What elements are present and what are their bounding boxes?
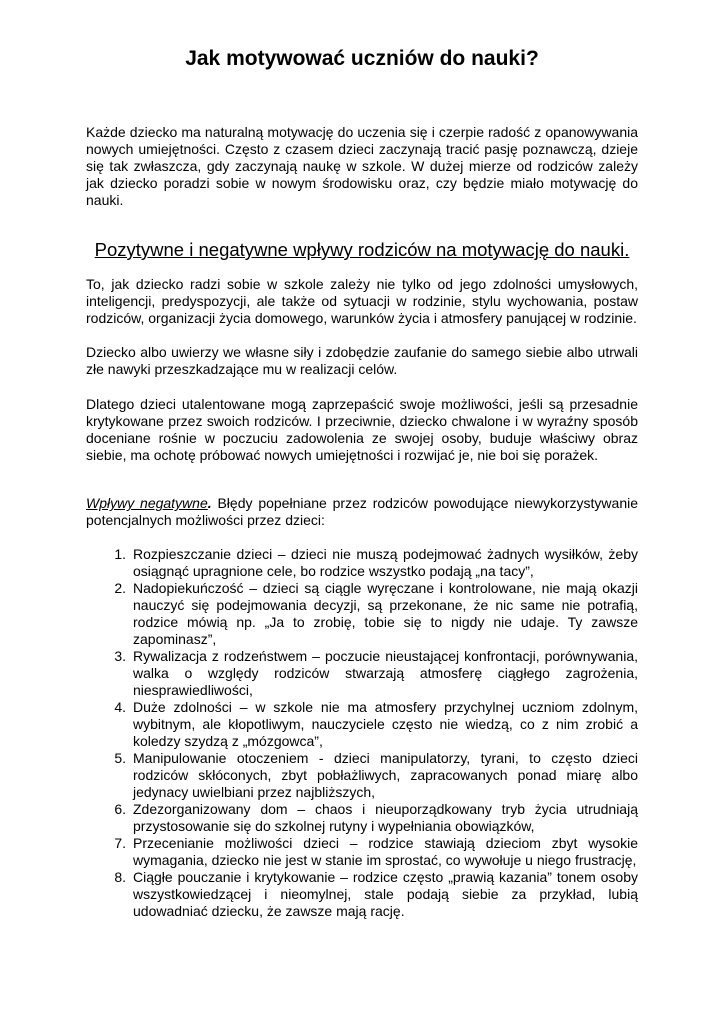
list-item-number: 8. [114,869,126,885]
list-item-text: Ciągłe pouczanie i krytykowanie – rodzice często „prawią kazania” tonem osoby wszystkowiedzącej i nieomylnej, stale podają siebie za przykład, lubią udowadniać dziecku, że zawsze mają rację. [133,869,638,919]
list-item-text: Rywalizacja z rodzeństwem – poczucie nieustającej konfrontacji, porównywania, walka o względy rodziców stwarzają atmosferę ciągłego zagrożenia, niesprawiedliwości, [133,648,638,698]
list-item-text: Nadopiekuńczość – dzieci są ciągle wyręczane i kontrolowane, nie mają okazji nauczyć się podejmowania decyzji, są przekonane, że nic same nie potrafią, rodzice mówią np. „Ja to zrobię, tobie się to nigdy nie udaje. Ty zawsze zapominasz”, [133,580,638,647]
negative-influences-text: Błędy popełniane przez rodziców powodujące niewykorzystywanie potencjalnych możliwości przez dzieci: [86,495,639,528]
paragraph-talented-children: Dlatego dzieci utalentowane mogą zaprzepaścić swoje możliwości, jeśli są przesadnie krytykowane przez swoich rodziców. I przeciwnie, dziecko chwalone i w wyraźny sposób doceniane rośnie w poczuciu zadowolenia ze swojej osoby, buduje właściwy obraz siebie, ma ochotę próbować nowych umiejętności i rozwijać je, nie boi się porażek. [86,396,638,463]
page-title: Jak motywować uczniów do nauki? [185,47,539,70]
list-item-text: Zdezorganizowany dom – chaos i nieuporządkowany tryb życia utrudniają przystosowanie się do szkolnej rutyny i wypełniania obowiązków, [133,801,638,834]
list-item-text: Manipulowanie otoczeniem - dzieci manipulatorzy, tyrani, to często dzieci rodziców skłóconych, zbyt pobłażliwych, zapracowanych ponad miarę albo jedynacy uwielbiani przez najbliższych, [133,750,638,800]
list-item [86,648,638,699]
list-item-number: 7. [114,835,126,851]
list-item [86,750,638,801]
paragraph-family-factors: To, jak dziecko radzi sobie w szkole zależy nie tylko od jego zdolności umysłowych, inteligencji, predyspozycji, ale także od sytuacji w rodzinie, stylu wychowania, postaw rodziców, organizacji życia domowego, warunków życia i atmosfery panującej w rodzinie. [86,276,638,326]
list-item-number: 1. [114,546,126,562]
negative-influences-intro [86,495,638,529]
list-item-number: 4. [114,699,126,715]
list-item-number: 5. [114,750,126,766]
list-item-text: Przecenianie możliwości dzieci – rodzice stawiają dzieciom zbyt wysokie wymagania, dziecko nie jest w stanie im sprostać, co wywołuje u niego frustrację, [133,835,638,868]
list-item [86,869,638,920]
paragraph-self-belief: Dziecko albo uwierzy we własne siły i zdobędzie zaufanie do samego siebie albo utrwali złe nawyki przeszkadzające mu w realizacji celów. [86,344,638,377]
parent-mistakes-list [86,546,638,920]
list-item [86,546,638,580]
list-item-number: 3. [114,648,126,664]
list-item [86,580,638,648]
list-item-number: 2. [114,580,126,596]
list-item [86,699,638,750]
list-item-text: Rozpieszczanie dzieci – dzieci nie muszą podejmować żadnych wysiłków, żeby osiągnąć upragnione cele, bo rodzice wszystko podają „na tacy”, [133,546,638,579]
list-item-number: 6. [114,801,126,817]
negative-influences-label: Wpływy negatywne [86,495,208,511]
section-heading: Pozytywne i negatywne wpływy rodziców na motywację do nauki. [94,239,630,260]
list-item-text: Duże zdolności – w szkole nie ma atmosfery przychylnej uczniom zdolnym, wybitnym, ale kłopotliwym, nauczyciele często nie wiedzą, co z nim zrobić a koledzy szydzą z „mózgowca”, [133,699,638,749]
list-item [86,801,638,835]
negative-influences-dot: . [207,495,212,511]
intro-paragraph: Każde dziecko ma naturalną motywację do uczenia się i czerpie radość z opanowywania nowych umiejętności. Często z czasem dzieci zaczynają tracić pasję poznawczą, dzieje się tak zwłaszcza, gdy zaczynają naukę w szkole. W dużej mierze od rodziców zależy jak dziecko poradzi sobie w nowym środowisku oraz, czy będzie miało motywację do nauki. [86,124,638,208]
list-item [86,835,638,869]
